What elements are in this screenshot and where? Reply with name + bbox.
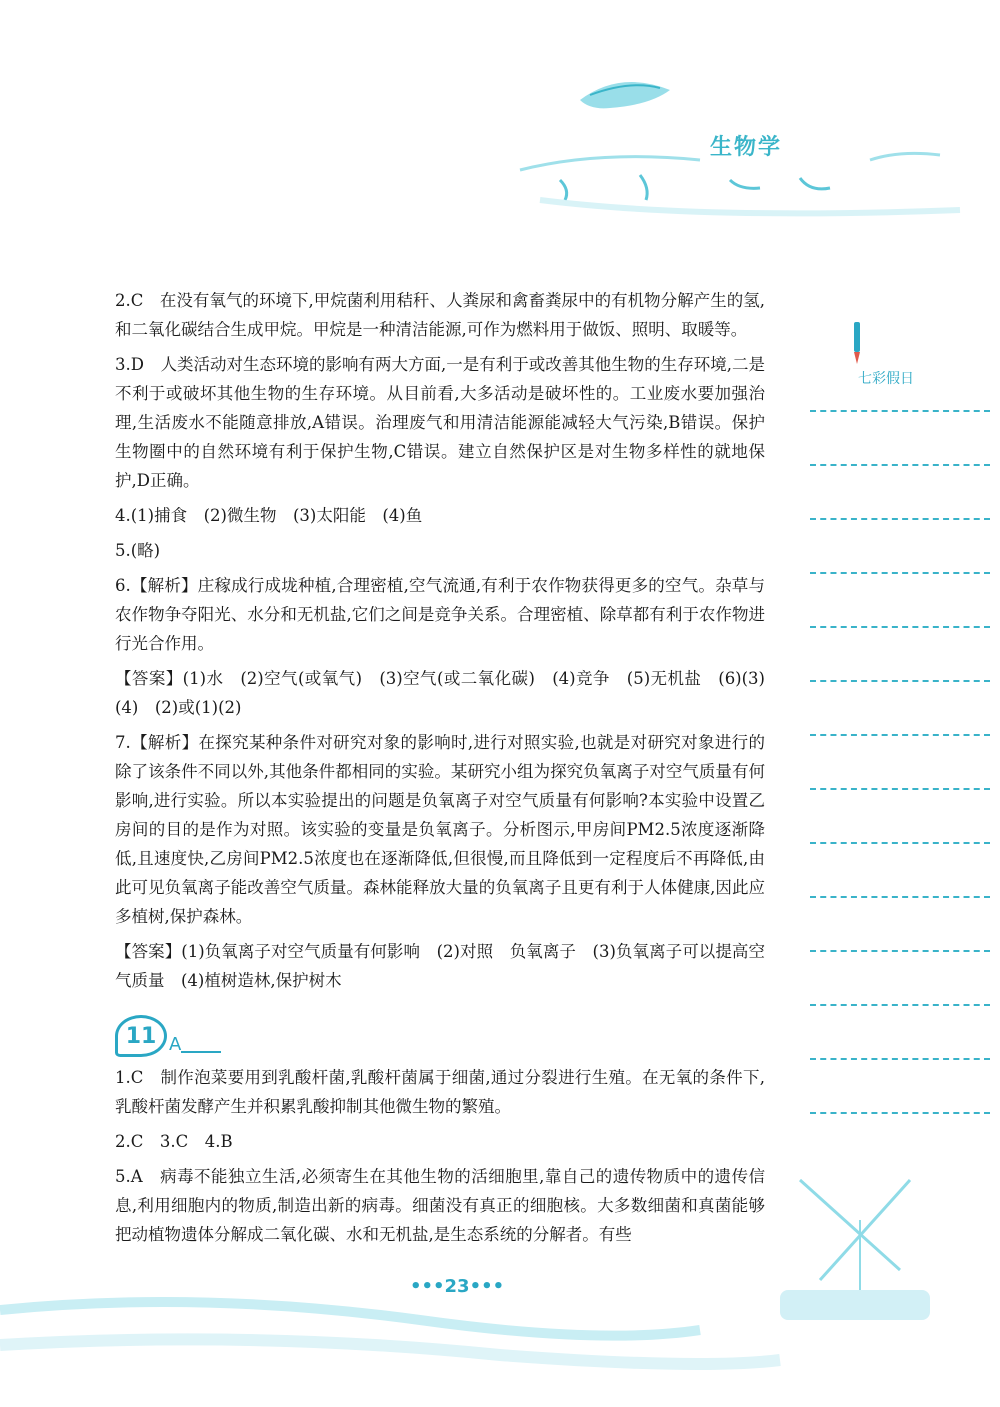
answer-item: 1.C 制作泡菜要用到乳酸杆菌,乳酸杆菌属于细菌,通过分裂进行生殖。在无氧的条件下,乳酸杆菌发酵产生并积累乳酸抑制其他微生物的繁殖。 bbox=[115, 1068, 765, 1116]
answer-key: 【答案】(1)水 (2)空气(或氧气) (3)空气(或二氧化碳) (4)竞争 (5)无机盐 (6)(3)(4) (2)或(1)(2) bbox=[115, 669, 765, 717]
section-badge bbox=[115, 1015, 221, 1057]
answer-item: 3.D 人类活动对生态环境的影响有两大方面,一是有利于或改善其他生物的生存环境,二是不利于或破坏其他生物的生存环境。从目前看,大多活动是破坏性的。工业废水要加强治理,生活废水不能随意排放,A错误。治理废气和用清洁能源能减轻大气污染,B错误。保护生物圈中的自然环境有利于保护生物,C错误。建立自然保护区是对生物多样性的就地保护,D正确。 bbox=[115, 355, 765, 490]
answer-key: 【答案】(1)负氧离子对空气质量有何影响 (2)对照 负氧离子 (3)负氧离子可以提高空气质量 (4)植树造林,保护树木 bbox=[115, 942, 765, 990]
pen-icon bbox=[848, 320, 866, 366]
answer-item: 6.【解析】庄稼成行成垅种植,合理密植,空气流通,有利于农作物获得更多的空气。杂草与农作物争夺阳光、水分和无机盐,它们之间是竞争关系。合理密植、除草都有利于农作物进行光合作用。 bbox=[115, 576, 765, 653]
note-line bbox=[810, 626, 990, 628]
section-underline bbox=[181, 1051, 221, 1053]
note-line bbox=[810, 842, 990, 844]
answer-item: 5.(略) bbox=[115, 541, 161, 560]
section-letter: A bbox=[169, 1034, 182, 1055]
section-number: 11 bbox=[115, 1015, 167, 1057]
note-line bbox=[810, 734, 990, 736]
note-line bbox=[810, 680, 990, 682]
note-line bbox=[810, 410, 990, 412]
note-line bbox=[810, 464, 990, 466]
note-line bbox=[810, 1004, 990, 1006]
note-line bbox=[810, 518, 990, 520]
footer-kite-decoration bbox=[780, 1160, 1000, 1400]
note-line bbox=[810, 896, 990, 898]
note-line bbox=[810, 1112, 990, 1114]
note-line bbox=[810, 950, 990, 952]
answer-item: 7.【解析】在探究某种条件对研究对象的影响时,进行对照实验,也就是对研究对象进行的除了该条件不同以外,其他条件都相同的实验。某研究小组为探究负氧离子对空气质量有何影响,进行实验。所以本实验提出的问题是负氧离子对空气质量有何影响?本实验中设置乙房间的目的是作为对照。该实验的变量是负氧离子。分析图示,甲房间PM2.5浓度逐渐降低,且速度快,乙房间PM2.5浓度也在逐渐降低,但很慢,而且降低到一定程度后不再降低,由此可见负氧离子能改善空气质量。森林能释放大量的负氧离子且更有利于人体健康,因此应多植树,保护森林。 bbox=[115, 733, 765, 926]
note-line bbox=[810, 572, 990, 574]
sidebar-label: 七彩假日 bbox=[858, 371, 914, 387]
answer-content bbox=[115, 286, 765, 1255]
answer-item: 5.A 病毒不能独立生活,必须寄生在其他生物的活细胞里,靠自己的遗传物质中的遗传信息,利用细胞内的物质,制造出新的病毒。细菌没有真正的细胞核。大多数细菌和真菌能够把动植物遗体分解成二氧化碳、水和无机盐,是生态系统的分解者。有些 bbox=[115, 1167, 765, 1244]
note-line bbox=[810, 788, 990, 790]
answer-item: 2.C 在没有氧气的环境下,甲烷菌利用秸秆、人粪尿和禽畜粪尿中的有机物分解产生的氢,和二氧化碳结合生成甲烷。甲烷是一种清洁能源,可作为燃料用于做饭、照明、取暖等。 bbox=[115, 291, 765, 339]
answer-item: 4.(1)捕食 (2)微生物 (3)太阳能 (4)鱼 bbox=[115, 506, 423, 525]
header-title: 生物学 bbox=[710, 135, 783, 160]
page-number: •••23••• bbox=[410, 1276, 505, 1297]
answer-item: 2.C 3.C 4.B bbox=[115, 1132, 233, 1151]
note-line bbox=[810, 1058, 990, 1060]
